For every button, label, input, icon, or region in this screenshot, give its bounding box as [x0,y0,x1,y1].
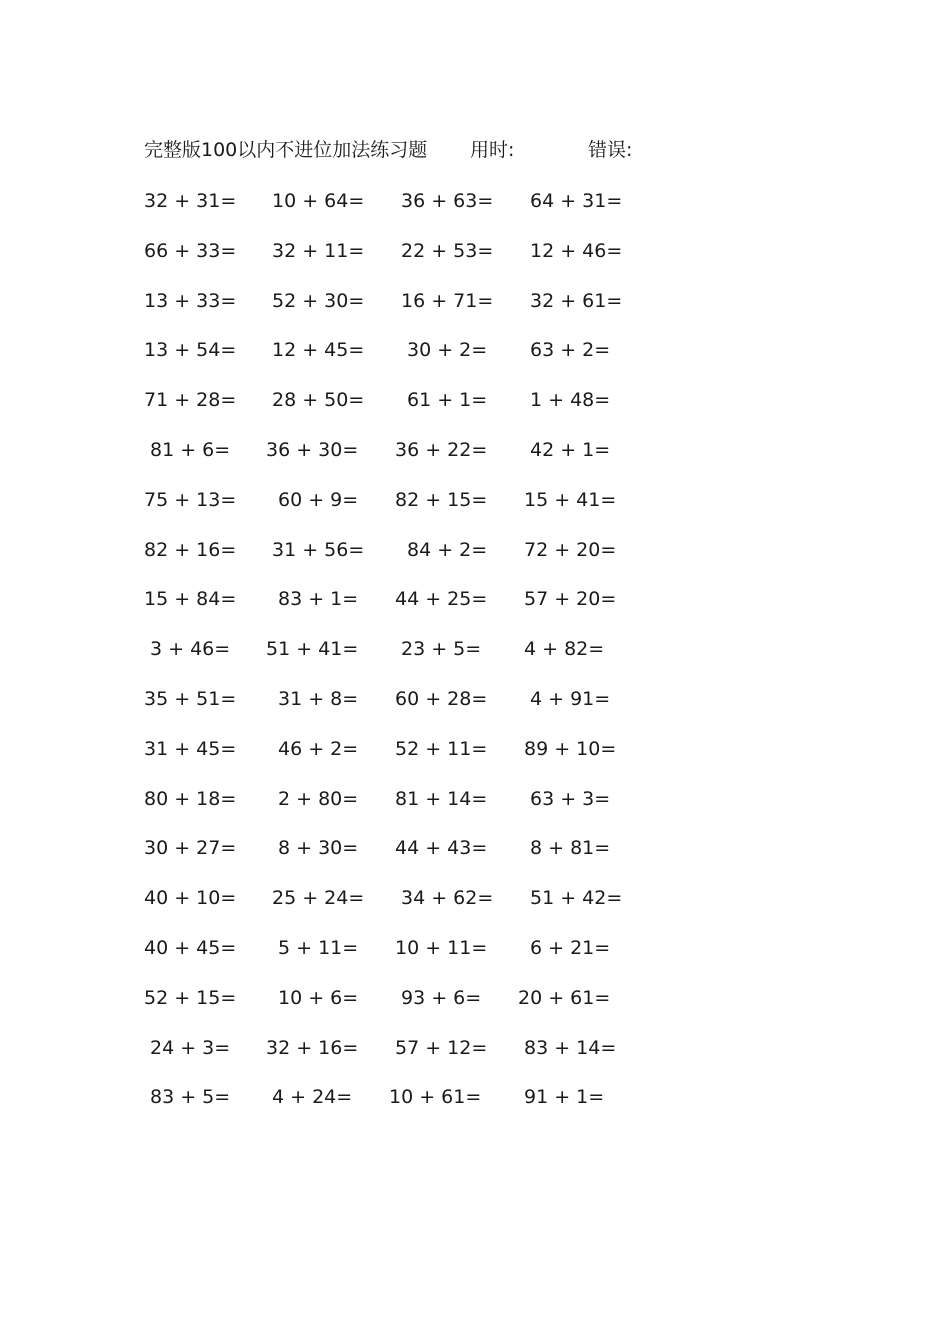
problem-cell: 2 + 80= [278,787,359,810]
problem-cell: 80 + 18= [144,787,237,810]
problem-cell: 32 + 11= [272,239,365,262]
problem-cell: 10 + 11= [395,936,488,959]
problem-cell: 30 + 2= [407,339,488,362]
problem-grid [0,186,950,1132]
problem-cell: 10 + 6= [278,986,359,1009]
problem-cell: 52 + 15= [144,986,237,1009]
problem-row [0,933,950,983]
problem-row [0,983,950,1033]
problem-cell: 28 + 50= [272,389,365,412]
problem-cell: 83 + 1= [278,588,359,611]
problem-cell: 1 + 48= [530,389,611,412]
problem-cell: 15 + 41= [524,488,617,511]
problem-cell: 40 + 45= [144,936,237,959]
problem-cell: 8 + 30= [278,837,359,860]
problem-cell: 35 + 51= [144,687,237,710]
problem-cell: 13 + 54= [144,339,237,362]
problem-cell: 13 + 33= [144,289,237,312]
problem-row [0,634,950,684]
problem-cell: 81 + 14= [395,787,488,810]
problem-cell: 4 + 91= [530,687,611,710]
problem-row [0,784,950,834]
problem-cell: 24 + 3= [150,1036,231,1059]
problem-cell: 61 + 1= [407,389,488,412]
problem-cell: 91 + 1= [524,1086,605,1109]
problem-cell: 83 + 14= [524,1036,617,1059]
problem-row [0,833,950,883]
problem-cell: 44 + 43= [395,837,488,860]
problem-cell: 51 + 41= [266,638,359,661]
problem-cell: 93 + 6= [401,986,482,1009]
problem-cell: 4 + 82= [524,638,605,661]
problem-cell: 82 + 16= [144,538,237,561]
problem-cell: 3 + 46= [150,638,231,661]
problem-cell: 75 + 13= [144,488,237,511]
problem-cell: 25 + 24= [272,887,365,910]
problem-cell: 32 + 16= [266,1036,359,1059]
problem-cell: 63 + 2= [530,339,611,362]
problem-cell: 32 + 61= [530,289,623,312]
time-used-label: 用时: [470,139,515,161]
problem-cell: 36 + 22= [395,438,488,461]
errors-label: 错误: [588,139,633,161]
problem-cell: 6 + 21= [530,936,611,959]
problem-cell: 36 + 63= [401,190,494,212]
problem-cell: 32 + 31= [144,190,237,212]
problem-cell: 8 + 81= [530,837,611,860]
problem-cell: 5 + 11= [278,936,359,959]
problem-cell: 31 + 8= [278,687,359,710]
problem-row [0,485,950,535]
problem-cell: 66 + 33= [144,239,237,262]
problem-cell: 83 + 5= [150,1086,231,1109]
worksheet-title: 完整版100以内不进位加法练习题 [144,139,428,161]
problem-row [0,186,950,236]
problem-cell: 15 + 84= [144,588,237,611]
problem-cell: 82 + 15= [395,488,488,511]
problem-cell: 23 + 5= [401,638,482,661]
problem-row [0,535,950,585]
problem-row [0,286,950,336]
problem-cell: 31 + 45= [144,737,237,760]
problem-cell: 34 + 62= [401,887,494,910]
problem-row [0,435,950,485]
problem-row [0,883,950,933]
problem-cell: 52 + 11= [395,737,488,760]
problem-row [0,684,950,734]
problem-cell: 63 + 3= [530,787,611,810]
problem-cell: 72 + 20= [524,538,617,561]
problem-row [0,385,950,435]
problem-cell: 40 + 10= [144,887,237,910]
problem-cell: 52 + 30= [272,289,365,312]
problem-cell: 10 + 61= [389,1086,482,1109]
problem-row [0,734,950,784]
problem-cell: 16 + 71= [401,289,494,312]
problem-cell: 84 + 2= [407,538,488,561]
problem-cell: 12 + 45= [272,339,365,362]
problem-cell: 10 + 64= [272,190,365,212]
problem-cell: 20 + 61= [518,986,611,1009]
problem-cell: 89 + 10= [524,737,617,760]
problem-cell: 44 + 25= [395,588,488,611]
problem-cell: 60 + 9= [278,488,359,511]
problem-cell: 30 + 27= [144,837,237,860]
problem-cell: 51 + 42= [530,887,623,910]
problem-row [0,335,950,385]
problem-row [0,584,950,634]
problem-cell: 42 + 1= [530,438,611,461]
problem-cell: 36 + 30= [266,438,359,461]
problem-cell: 4 + 24= [272,1086,353,1109]
problem-row [0,236,950,286]
problem-cell: 22 + 53= [401,239,494,262]
problem-cell: 57 + 12= [395,1036,488,1059]
problem-cell: 12 + 46= [530,239,623,262]
problem-cell: 31 + 56= [272,538,365,561]
problem-cell: 46 + 2= [278,737,359,760]
problem-cell: 57 + 20= [524,588,617,611]
problem-cell: 60 + 28= [395,687,488,710]
problem-row [0,1033,950,1083]
problem-cell: 81 + 6= [150,438,231,461]
problem-cell: 71 + 28= [144,389,237,412]
problem-row [0,1082,950,1132]
problem-cell: 64 + 31= [530,190,623,212]
